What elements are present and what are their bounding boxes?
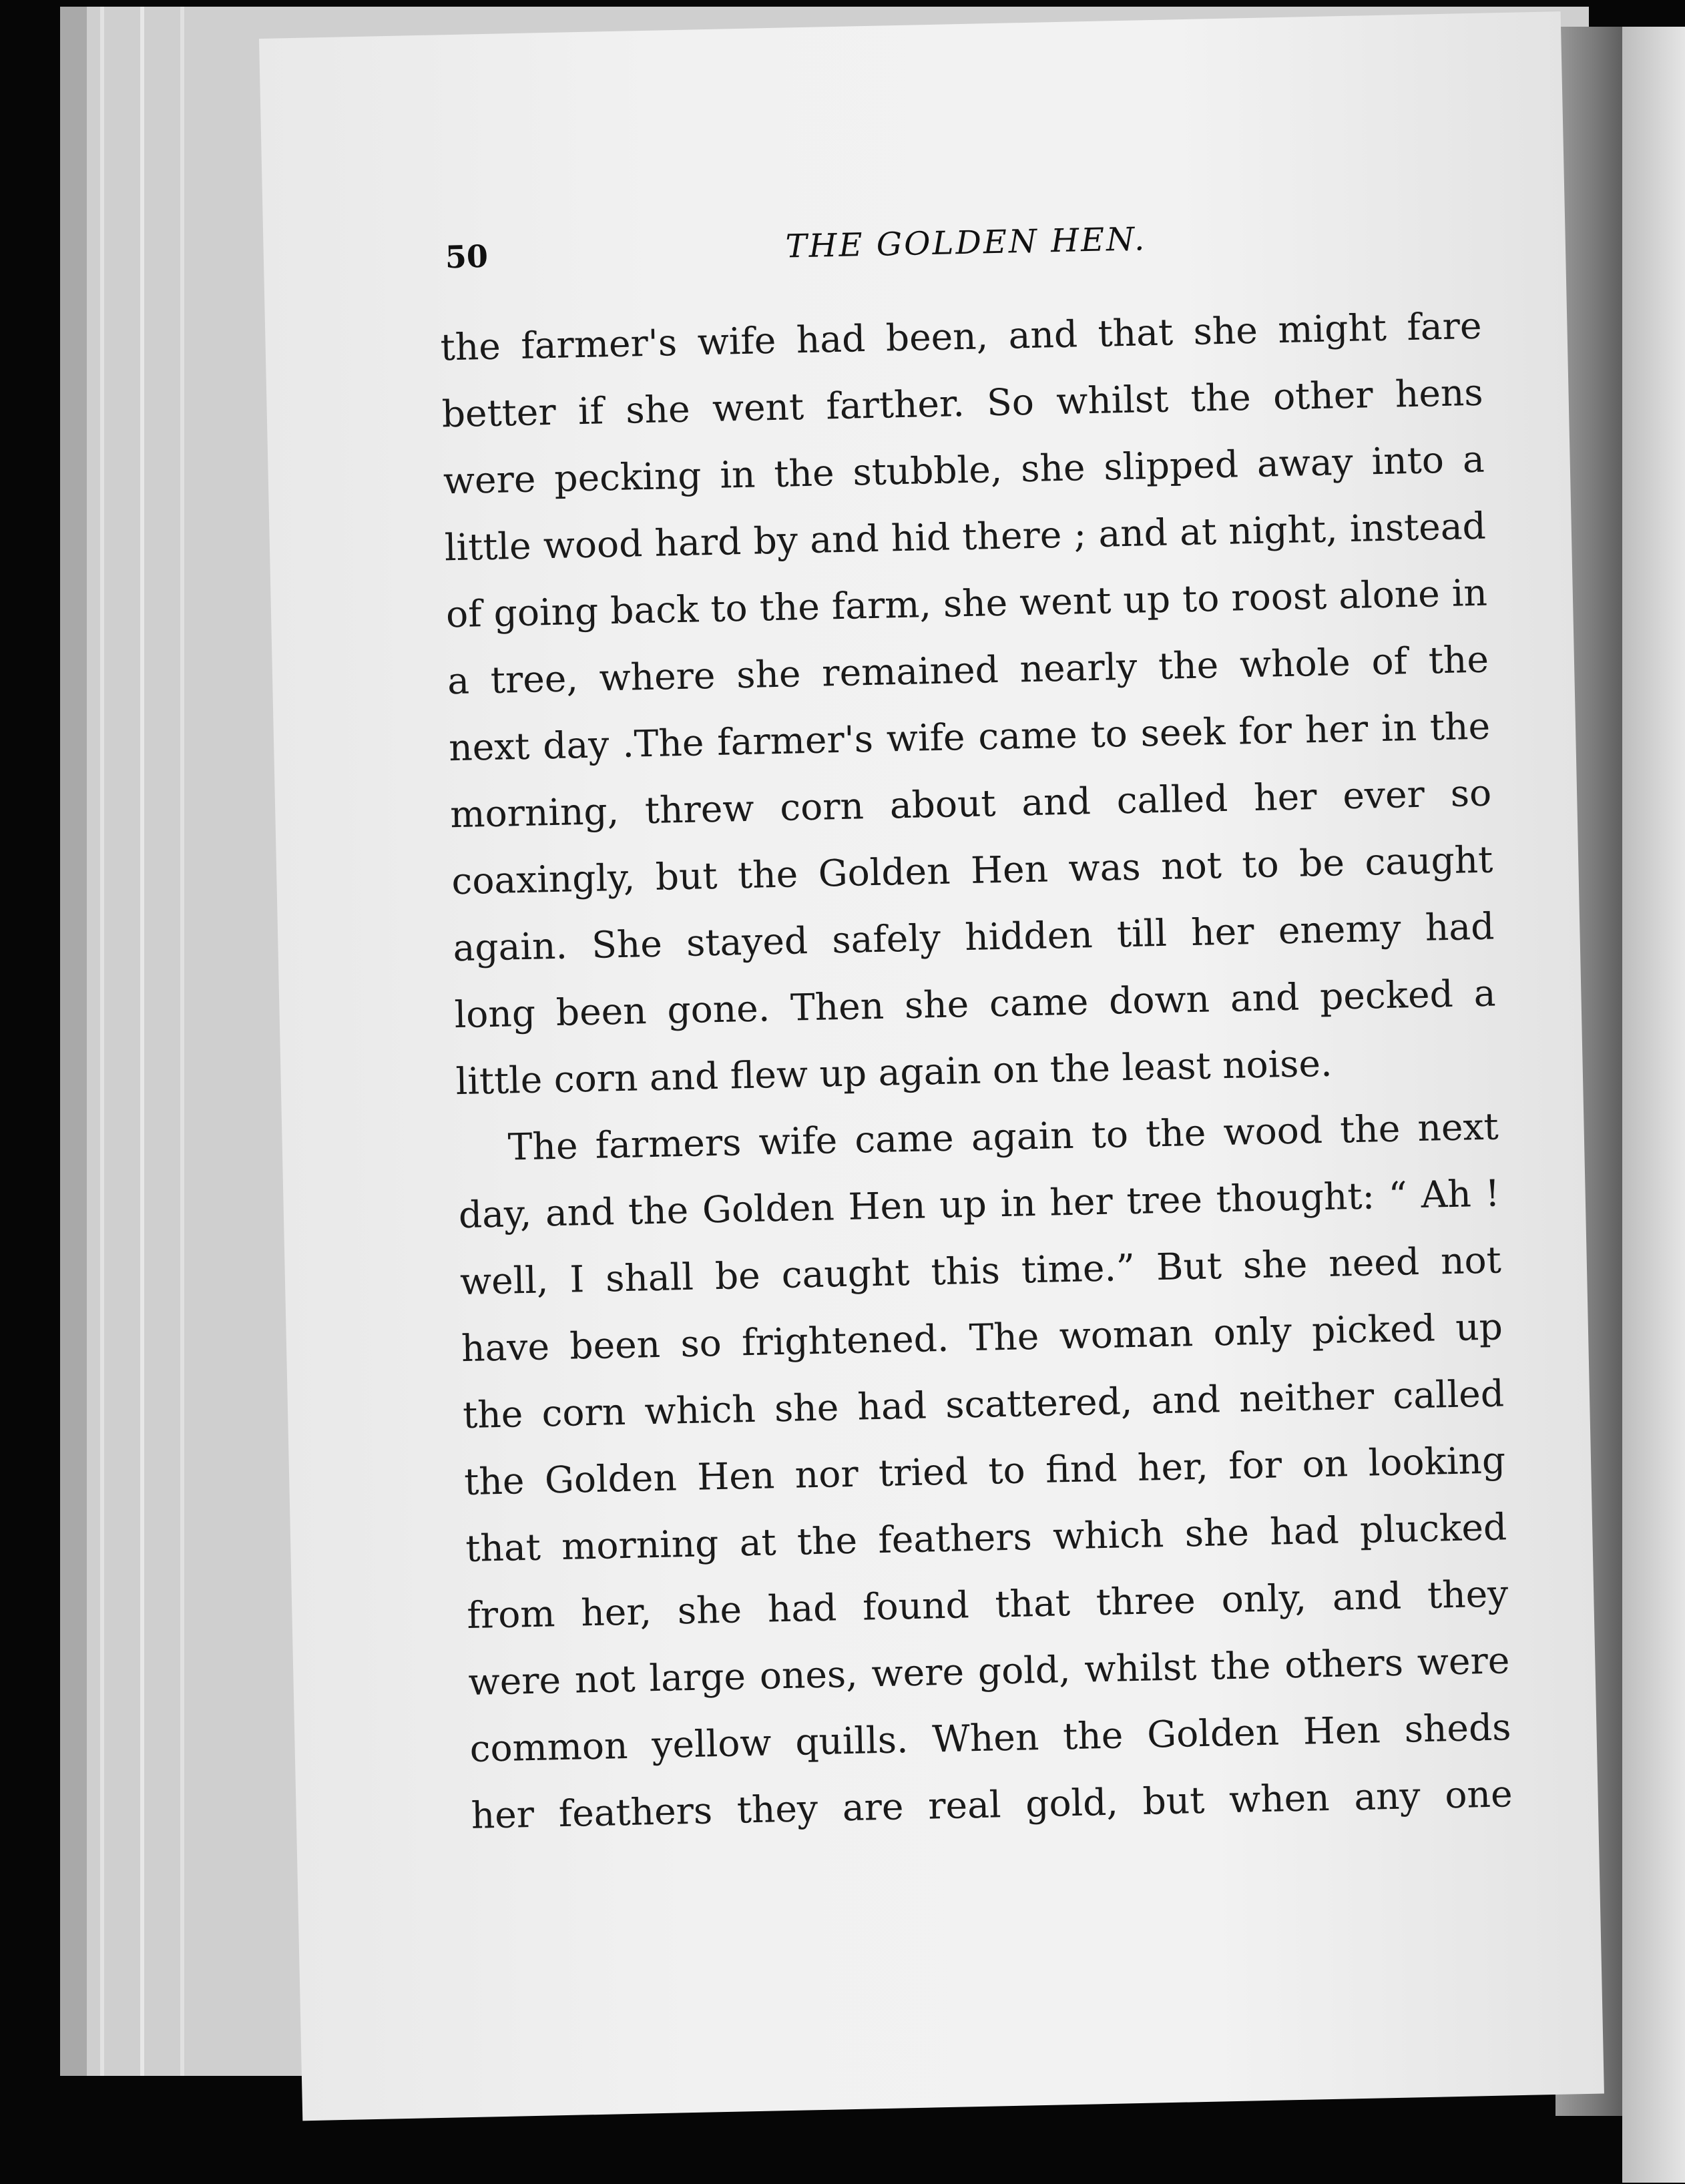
text-line: coaxingly, but the Golden Hen was not to be caught — [451, 838, 1493, 903]
text-line: morning, threw corn about and called her ever so — [449, 771, 1492, 836]
text-line: little corn and flew up again on the least noise. — [455, 1041, 1333, 1103]
text-line: long been gone. Then she came down and pecked a — [454, 971, 1497, 1037]
page-header — [445, 214, 1447, 295]
text-line: a tree, where she remained nearly the whole of the — [447, 637, 1489, 703]
text-line: day, and the Golden Hen up in her tree thought: “ Ah ! — [458, 1171, 1501, 1237]
text-line: next day .The farmer's wife came to seek for her in the — [448, 704, 1491, 770]
text-line: little wood hard by and hid there ; and at night, instead — [444, 504, 1487, 569]
text-line: the Golden Hen nor tried to find her, for on looking — [463, 1438, 1506, 1504]
text-line: well, I shall be caught this time.” But she need not — [459, 1238, 1502, 1304]
text-line: the corn which she had scattered, and neither called — [462, 1372, 1505, 1437]
text-line: were pecking in the stubble, she slipped away into a — [443, 437, 1485, 503]
text-line: better if she went farther. So whilst the other hens — [441, 370, 1484, 436]
book-page — [259, 11, 1604, 2121]
text-line: her feathers they are real gold, but when any one — [471, 1772, 1513, 1837]
text-line: common yellow quills. When the Golden Hen sheds — [469, 1705, 1512, 1770]
text-line: the farmer's wife had been, and that she might fare — [440, 304, 1483, 369]
text-line: of going back to the farm, she went up to roost alone in — [445, 571, 1488, 636]
running-head: THE GOLDEN HEN. — [785, 220, 1147, 266]
page-number: 50 — [445, 238, 489, 276]
text-line: from her, she had found that three only, and they — [466, 1572, 1509, 1637]
text-line: were not large ones, were gold, whilst the others were — [467, 1639, 1510, 1703]
text-line: have been so frightened. The woman only picked up — [461, 1305, 1503, 1370]
text-line: The farmers wife came again to the wood the next — [507, 1105, 1499, 1169]
facing-page-edge — [1622, 27, 1685, 2183]
text-line: that morning at the feathers which she had plucked — [465, 1505, 1507, 1571]
text-line: again. She stayed safely hidden till her enemy had — [452, 904, 1495, 970]
body-text — [440, 292, 1513, 1849]
